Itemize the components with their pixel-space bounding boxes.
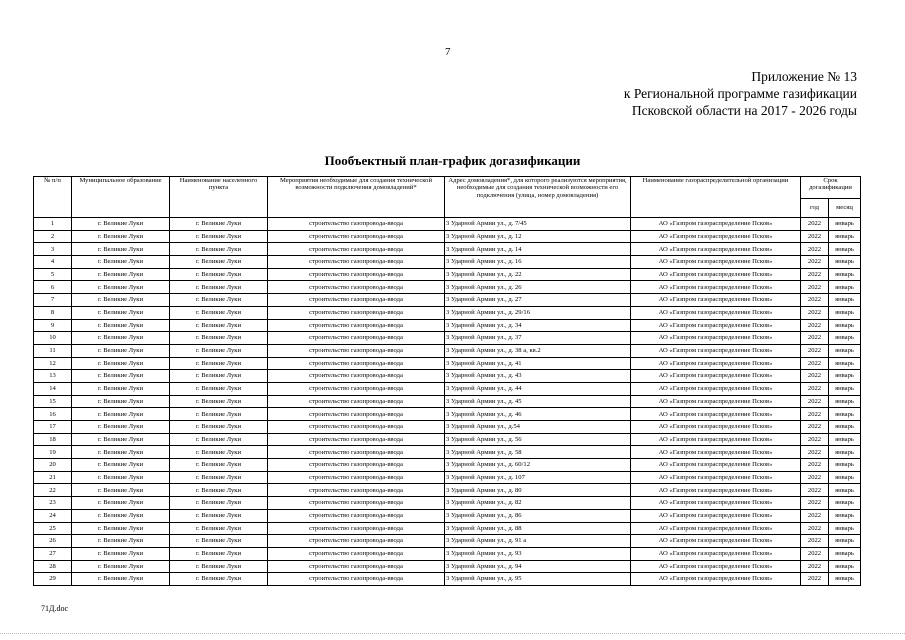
row-month: январь [829,573,861,586]
row-year: 2022 [801,294,829,307]
row-year: 2022 [801,484,829,497]
row-locality: г. Великие Луки [170,281,268,294]
row-org: АО «Газпром газораспределение Псков» [631,281,801,294]
row-org: АО «Газпром газораспределение Псков» [631,497,801,510]
row-year: 2022 [801,421,829,434]
row-locality: г. Великие Луки [170,471,268,484]
table-row [34,382,861,395]
row-num: 2 [34,230,72,243]
row-month: январь [829,395,861,408]
table-row [34,357,861,370]
row-municipality: г. Великие Луки [72,509,170,522]
appendix-line-3: Псковской области на 2017 - 2026 годы [631,103,857,118]
row-activity: строительство газопровода-ввода [268,243,445,256]
row-locality: г. Великие Луки [170,218,268,231]
row-num: 4 [34,256,72,269]
row-month: январь [829,306,861,319]
row-municipality: г. Великие Луки [72,256,170,269]
row-month: январь [829,357,861,370]
row-num: 10 [34,332,72,345]
row-locality: г. Великие Луки [170,306,268,319]
row-activity: строительство газопровода-ввода [268,421,445,434]
row-num: 28 [34,560,72,573]
row-locality: г. Великие Луки [170,319,268,332]
row-month: январь [829,484,861,497]
row-activity: строительство газопровода-ввода [268,535,445,548]
row-municipality: г. Великие Луки [72,497,170,510]
row-num: 6 [34,281,72,294]
row-year: 2022 [801,268,829,281]
header-activities: Мероприятия необходимые для создания технической возможности подключения домовладений* [268,177,445,218]
table-row [34,560,861,573]
table-row [34,306,861,319]
row-org: АО «Газпром газораспределение Псков» [631,395,801,408]
row-address: 3 Ударной Армии ул., д. 34 [445,319,631,332]
row-num: 27 [34,547,72,560]
row-locality: г. Великие Луки [170,357,268,370]
row-address: 3 Ударной Армии ул., д. 38 а, кв.2 [445,344,631,357]
row-month: январь [829,497,861,510]
row-month: январь [829,547,861,560]
row-activity: строительство газопровода-ввода [268,471,445,484]
row-locality: г. Великие Луки [170,294,268,307]
row-year: 2022 [801,497,829,510]
row-org: АО «Газпром газораспределение Псков» [631,471,801,484]
row-num: 5 [34,268,72,281]
row-municipality: г. Великие Луки [72,344,170,357]
table-row [34,281,861,294]
row-address: 3 Ударной Армии ул., д. 56 [445,433,631,446]
row-municipality: г. Великие Луки [72,243,170,256]
row-year: 2022 [801,433,829,446]
row-activity: строительство газопровода-ввода [268,522,445,535]
row-municipality: г. Великие Луки [72,218,170,231]
row-locality: г. Великие Луки [170,459,268,472]
row-year: 2022 [801,357,829,370]
row-year: 2022 [801,230,829,243]
table-row [34,484,861,497]
row-locality: г. Великие Луки [170,509,268,522]
row-org: АО «Газпром газораспределение Псков» [631,243,801,256]
row-activity: строительство газопровода-ввода [268,408,445,421]
table-row [34,497,861,510]
row-locality: г. Великие Луки [170,446,268,459]
table-row [34,370,861,383]
row-municipality: г. Великие Луки [72,230,170,243]
row-num: 17 [34,421,72,434]
row-month: январь [829,230,861,243]
row-address: 3 Ударной Армии ул., д. 41 [445,357,631,370]
row-year: 2022 [801,522,829,535]
row-org: АО «Газпром газораспределение Псков» [631,357,801,370]
row-org: АО «Газпром газораспределение Псков» [631,370,801,383]
row-municipality: г. Великие Луки [72,547,170,560]
row-org: АО «Газпром газораспределение Псков» [631,509,801,522]
row-org: АО «Газпром газораспределение Псков» [631,522,801,535]
row-num: 1 [34,218,72,231]
row-municipality: г. Великие Луки [72,459,170,472]
row-municipality: г. Великие Луки [72,408,170,421]
row-municipality: г. Великие Луки [72,382,170,395]
row-municipality: г. Великие Луки [72,522,170,535]
row-org: АО «Газпром газораспределение Псков» [631,332,801,345]
row-num: 18 [34,433,72,446]
row-locality: г. Великие Луки [170,433,268,446]
row-org: АО «Газпром газораспределение Псков» [631,294,801,307]
table-row [34,218,861,231]
row-address: 3 Ударной Армии ул., д. 12 [445,230,631,243]
row-municipality: г. Великие Луки [72,370,170,383]
table-row [34,268,861,281]
row-num: 29 [34,573,72,586]
row-municipality: г. Великие Луки [72,421,170,434]
row-num: 26 [34,535,72,548]
table-row [34,433,861,446]
row-activity: строительство газопровода-ввода [268,281,445,294]
row-num: 11 [34,344,72,357]
row-num: 22 [34,484,72,497]
row-org: АО «Газпром газораспределение Псков» [631,535,801,548]
footer-filename: 71Д.doc [41,604,69,613]
row-year: 2022 [801,281,829,294]
row-address: 3 Ударной Армии ул., д. 45 [445,395,631,408]
table-row [34,319,861,332]
row-year: 2022 [801,370,829,383]
row-address: 3 Ударной Армии ул., д. 27 [445,294,631,307]
row-activity: строительство газопровода-ввода [268,459,445,472]
document-title: Пообъектный план-график догазификации [324,153,581,168]
row-month: январь [829,218,861,231]
row-month: январь [829,522,861,535]
row-locality: г. Великие Луки [170,547,268,560]
row-org: АО «Газпром газораспределение Псков» [631,433,801,446]
row-year: 2022 [801,319,829,332]
table-row [34,421,861,434]
row-activity: строительство газопровода-ввода [268,509,445,522]
row-org: АО «Газпром газораспределение Псков» [631,547,801,560]
row-activity: строительство газопровода-ввода [268,382,445,395]
row-org: АО «Газпром газораспределение Псков» [631,421,801,434]
row-month: январь [829,319,861,332]
row-org: АО «Газпром газораспределение Псков» [631,218,801,231]
row-org: АО «Газпром газораспределение Псков» [631,319,801,332]
row-locality: г. Великие Луки [170,573,268,586]
row-municipality: г. Великие Луки [72,395,170,408]
row-year: 2022 [801,547,829,560]
row-activity: строительство газопровода-ввода [268,446,445,459]
row-num: 15 [34,395,72,408]
row-address: 3 Ударной Армии ул., д. 91 а [445,535,631,548]
row-num: 3 [34,243,72,256]
row-month: январь [829,446,861,459]
row-municipality: г. Великие Луки [72,573,170,586]
row-num: 21 [34,471,72,484]
row-org: АО «Газпром газораспределение Псков» [631,560,801,573]
row-municipality: г. Великие Луки [72,306,170,319]
row-num: 23 [34,497,72,510]
row-activity: строительство газопровода-ввода [268,357,445,370]
row-municipality: г. Великие Луки [72,535,170,548]
row-num: 12 [34,357,72,370]
table-row [34,344,861,357]
row-year: 2022 [801,459,829,472]
row-municipality: г. Великие Луки [72,319,170,332]
page-number: 7 [445,46,451,58]
row-address: 3 Ударной Армии ул., д. 44 [445,382,631,395]
row-month: январь [829,560,861,573]
scan-edge-divider [0,633,905,635]
row-org: АО «Газпром газораспределение Псков» [631,306,801,319]
row-month: январь [829,535,861,548]
table-row [34,459,861,472]
row-month: январь [829,433,861,446]
row-activity: строительство газопровода-ввода [268,230,445,243]
row-activity: строительство газопровода-ввода [268,573,445,586]
row-month: январь [829,243,861,256]
row-locality: г. Великие Луки [170,522,268,535]
row-activity: строительство газопровода-ввода [268,497,445,510]
row-month: январь [829,408,861,421]
row-address: 3 Ударной Армии ул., д. 82 [445,497,631,510]
row-locality: г. Великие Луки [170,370,268,383]
row-year: 2022 [801,395,829,408]
row-address: 3 Ударной Армии ул., д. 26 [445,281,631,294]
row-locality: г. Великие Луки [170,344,268,357]
row-municipality: г. Великие Луки [72,332,170,345]
table-row [34,332,861,345]
row-activity: строительство газопровода-ввода [268,332,445,345]
row-num: 24 [34,509,72,522]
row-address: 3 Ударной Армии ул., д. 46 [445,408,631,421]
row-month: январь [829,370,861,383]
row-address: 3 Ударной Армии ул., д. 88 [445,522,631,535]
row-activity: строительство газопровода-ввода [268,433,445,446]
row-year: 2022 [801,408,829,421]
row-org: АО «Газпром газораспределение Псков» [631,268,801,281]
row-municipality: г. Великие Луки [72,357,170,370]
row-locality: г. Великие Луки [170,332,268,345]
header-month: месяц [829,199,861,218]
row-address: 3 Ударной Армии ул., д. 16 [445,256,631,269]
row-locality: г. Великие Луки [170,268,268,281]
row-activity: строительство газопровода-ввода [268,319,445,332]
row-org: АО «Газпром газораспределение Псков» [631,408,801,421]
row-locality: г. Великие Луки [170,535,268,548]
table-row [34,294,861,307]
row-address: 3 Ударной Армии ул., д. 43 [445,370,631,383]
row-num: 16 [34,408,72,421]
row-year: 2022 [801,306,829,319]
row-month: январь [829,268,861,281]
table-row [34,230,861,243]
row-locality: г. Великие Луки [170,421,268,434]
row-address: 3 Ударной Армии ул., д. 7/45 [445,218,631,231]
row-num: 25 [34,522,72,535]
header-deadline: Срок догазификации [801,177,861,199]
row-address: 3 Ударной Армии ул., д. 22 [445,268,631,281]
row-month: январь [829,459,861,472]
header-address: Адрес домовладения*, для которого реализуются мероприятия, необходимые для создания технической возможности его подключения (улица, номер домовладения) [445,177,631,218]
row-municipality: г. Великие Луки [72,268,170,281]
row-month: январь [829,294,861,307]
row-municipality: г. Великие Луки [72,294,170,307]
row-locality: г. Великие Луки [170,497,268,510]
row-locality: г. Великие Луки [170,484,268,497]
row-year: 2022 [801,243,829,256]
row-activity: строительство газопровода-ввода [268,268,445,281]
header-locality: Наименование населенного пункта [170,177,268,218]
header-municipality: Муниципальное образование [72,177,170,218]
row-year: 2022 [801,218,829,231]
table-row [34,547,861,560]
row-num: 19 [34,446,72,459]
table-row [34,573,861,586]
row-address: 3 Ударной Армии ул., д. 60/12 [445,459,631,472]
row-num: 9 [34,319,72,332]
row-month: январь [829,256,861,269]
row-org: АО «Газпром газораспределение Псков» [631,573,801,586]
row-address: 3 Ударной Армии ул., д. 95 [445,573,631,586]
row-month: январь [829,509,861,522]
table-row [34,471,861,484]
header-num: № п/п [34,177,72,218]
row-org: АО «Газпром газораспределение Псков» [631,344,801,357]
row-num: 7 [34,294,72,307]
row-activity: строительство газопровода-ввода [268,547,445,560]
row-activity: строительство газопровода-ввода [268,395,445,408]
row-address: 3 Ударной Армии ул., д. 93 [445,547,631,560]
row-address: 3 Ударной Армии ул., д. 37 [445,332,631,345]
row-activity: строительство газопровода-ввода [268,306,445,319]
row-municipality: г. Великие Луки [72,560,170,573]
header-year: год [801,199,829,218]
row-org: АО «Газпром газораспределение Псков» [631,446,801,459]
row-locality: г. Великие Луки [170,256,268,269]
row-num: 13 [34,370,72,383]
row-year: 2022 [801,256,829,269]
row-org: АО «Газпром газораспределение Псков» [631,382,801,395]
row-year: 2022 [801,535,829,548]
row-address: 3 Ударной Армии ул., д. 86 [445,509,631,522]
row-num: 8 [34,306,72,319]
row-municipality: г. Великие Луки [72,433,170,446]
row-address: 3 Ударной Армии ул., д. 58 [445,446,631,459]
row-month: январь [829,344,861,357]
table-row [34,256,861,269]
row-num: 14 [34,382,72,395]
row-num: 20 [34,459,72,472]
row-address: 3 Ударной Армии ул., д. 107 [445,471,631,484]
row-year: 2022 [801,382,829,395]
appendix-line-1: Приложение № 13 [751,69,857,84]
row-activity: строительство газопровода-ввода [268,560,445,573]
row-address: 3 Ударной Армии ул., д. 80 [445,484,631,497]
row-year: 2022 [801,344,829,357]
row-municipality: г. Великие Луки [72,471,170,484]
row-activity: строительство газопровода-ввода [268,370,445,383]
row-org: АО «Газпром газораспределение Псков» [631,256,801,269]
table-row [34,535,861,548]
row-activity: строительство газопровода-ввода [268,218,445,231]
row-address: 3 Ударной Армии ул., д. 94 [445,560,631,573]
row-locality: г. Великие Луки [170,560,268,573]
table-row [34,395,861,408]
row-year: 2022 [801,446,829,459]
table-row [34,446,861,459]
row-activity: строительство газопровода-ввода [268,484,445,497]
row-month: январь [829,471,861,484]
row-locality: г. Великие Луки [170,382,268,395]
header-org: Наименование газораспределительной организации [631,177,801,218]
row-org: АО «Газпром газораспределение Псков» [631,484,801,497]
row-activity: строительство газопровода-ввода [268,294,445,307]
appendix-header [624,68,857,119]
table-row [34,522,861,535]
row-locality: г. Великие Луки [170,408,268,421]
row-year: 2022 [801,509,829,522]
row-address: 3 Ударной Армии ул., д. 29/16 [445,306,631,319]
row-month: январь [829,332,861,345]
appendix-line-2: к Региональной программе газификации [623,86,857,101]
row-month: январь [829,281,861,294]
row-activity: строительство газопровода-ввода [268,256,445,269]
row-year: 2022 [801,332,829,345]
row-municipality: г. Великие Луки [72,446,170,459]
row-municipality: г. Великие Луки [72,484,170,497]
schedule-table [33,176,861,586]
row-month: январь [829,382,861,395]
row-address: 3 Ударной Армии ул., д. 14 [445,243,631,256]
row-year: 2022 [801,573,829,586]
table-row [34,243,861,256]
table-row [34,408,861,421]
row-month: январь [829,421,861,434]
row-org: АО «Газпром газораспределение Псков» [631,459,801,472]
row-locality: г. Великие Луки [170,395,268,408]
row-address: 3 Ударной Армии ул., д.54 [445,421,631,434]
row-year: 2022 [801,560,829,573]
table-row [34,509,861,522]
row-org: АО «Газпром газораспределение Псков» [631,230,801,243]
row-locality: г. Великие Луки [170,230,268,243]
row-municipality: г. Великие Луки [72,281,170,294]
row-year: 2022 [801,471,829,484]
row-activity: строительство газопровода-ввода [268,344,445,357]
row-locality: г. Великие Луки [170,243,268,256]
